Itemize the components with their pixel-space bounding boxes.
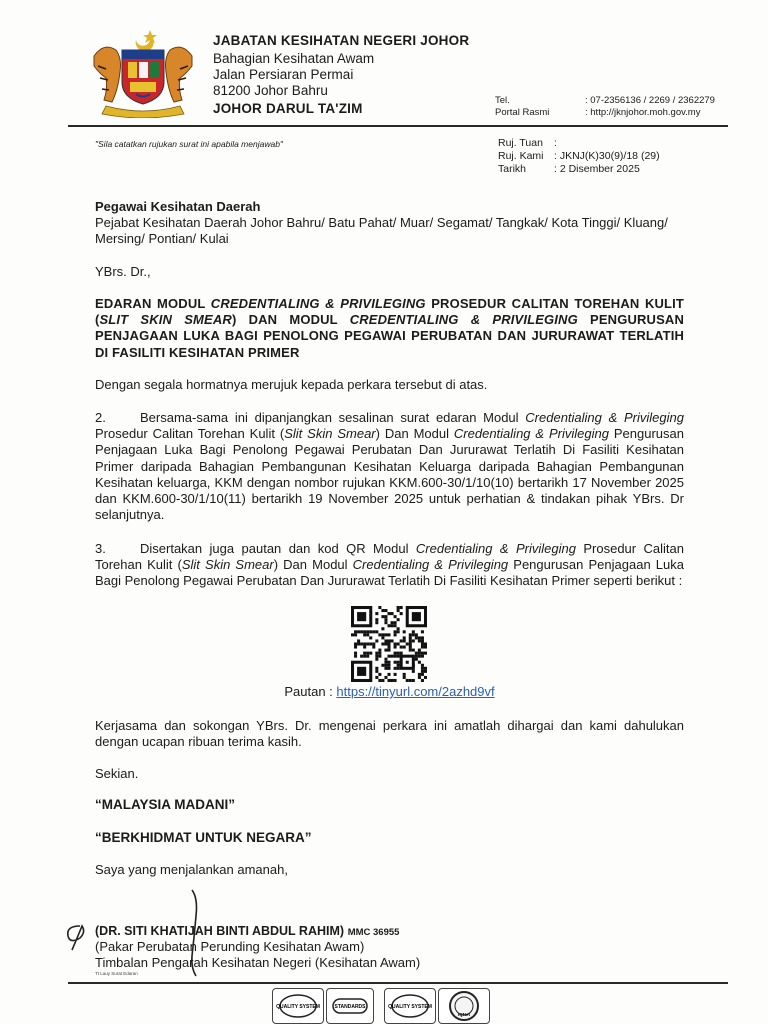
- ruj-kami-row: [498, 150, 660, 164]
- paragraph-italic: Credentialing & Privileging: [415, 541, 576, 556]
- module-link[interactable]: https://tinyurl.com/2azhd9vf: [336, 684, 495, 699]
- paragraph-text: ) Dan Modul: [375, 426, 454, 442]
- quality-system-logo-2-icon: [384, 988, 436, 1024]
- signatory-mmc: MMC 36955: [347, 927, 400, 938]
- logo-text: IQNet: [457, 1012, 471, 1017]
- signatory-footnote: Tt Lauy Surat Edaran: [95, 971, 138, 976]
- state-name: JOHOR DARUL TA'ZIM: [213, 101, 363, 116]
- salutation: YBrs. Dr.,: [95, 264, 151, 279]
- org-name: JABATAN KESIHATAN NEGERI JOHOR: [213, 33, 470, 48]
- street-address: Jalan Persiaran Permai: [213, 67, 354, 82]
- paragraph-text: Pengurusan Penjagaan Luka Bagi Penolong Pegawai Perubatan Dan Jururawat Terlatih Di Fasiliti Kesihatan Primer daripada Bahagian Pembangunan Kesihatan Keluarga daripada Bahagian Pembangunan Kesihatan keluarga, KKM dengan nombor rujukan KKM.600-30/1/10(10) bertarikh 17 November 2025 dan KKM.600-30/1/10(11) bertarikh 19 November 2025 untuk perhatian & tindakan pihak YBrs. Dr selanjutnya.: [95, 426, 684, 523]
- ruj-kami-value: : JKNJ(K)30(9)/18 (29): [554, 150, 660, 162]
- paragraph-italic: Slit Skin Smear: [181, 557, 274, 573]
- paragraph-italic: Credentialing & Privileging: [525, 410, 684, 425]
- telephone-label: Tel.: [495, 95, 510, 106]
- subject-italic: SLIT SKIN SMEAR: [99, 312, 232, 328]
- addressee-title: Pegawai Kesihatan Daerah: [95, 199, 261, 214]
- quality-system-logo-icon: [272, 988, 324, 1024]
- ruj-tuan-value: :: [554, 137, 557, 149]
- addressee-offices: Pejabat Kesihatan Daerah Johor Bahru/ Batu Pahat/ Muar/ Segamat/ Tangkak/ Kota Tinggi/ Kluang/ Mersing/ Pontian/ Kulai: [95, 215, 668, 247]
- division: Bahagian Kesihatan Awam: [213, 51, 375, 66]
- thanks-paragraph: Kerjasama dan sokongan YBrs. Dr. mengenai perkara ini amatlah dihargai dan kami dahulukan dengan ucapan ribuan terima kasih.: [95, 718, 684, 750]
- subject-heading: [95, 296, 684, 361]
- trust-line: Saya yang menjalankan amanah,: [95, 862, 288, 877]
- paragraph-text: Pengurusan Penjagaan Luka Bagi Penolong Pegawai Perubatan Dan Jururawat Terlatih Di Fasiliti Kesihatan Primer seperti berikut :: [95, 557, 684, 589]
- tarikh-label: Tarikh: [498, 163, 527, 175]
- portal-value[interactable]: : http://jknjohor.moh.gov.my: [585, 107, 701, 118]
- header-divider: [68, 125, 728, 127]
- paragraph-number: 2.: [95, 410, 106, 425]
- paragraph-italic: Slit Skin Smear: [284, 426, 376, 442]
- subject-italic: CREDENTIALING & PRIVILEGING: [210, 296, 426, 311]
- motto-malaysia-madani: “MALAYSIA MADANI”: [95, 797, 236, 812]
- malaysia-coat-of-arms-icon: [84, 26, 202, 118]
- telephone-row: [495, 95, 715, 107]
- signatory-position-2: Timbalan Pengarah Kesihatan Negeri (Kesihatan Awam): [95, 955, 421, 970]
- paragraph-text: Prosedur Calitan Torehan Kulit (: [95, 541, 684, 573]
- subject-part: EDARAN MODUL: [95, 296, 211, 311]
- subject-part: ) DAN MODUL: [231, 312, 350, 328]
- paragraph-italic: Credentialing & Privileging: [352, 557, 509, 573]
- ruj-tuan-row: [498, 137, 557, 151]
- logo-text: STANDARDS: [334, 1004, 366, 1010]
- portal-row: [495, 107, 700, 119]
- ruj-tuan-label: Ruj. Tuan: [498, 137, 543, 149]
- footer-divider: [68, 982, 728, 984]
- portal-label: Portal Rasmi: [495, 107, 550, 118]
- paragraph-number: 3.: [95, 541, 106, 556]
- paragraph-3: [95, 541, 684, 590]
- standards-logo-icon: [326, 988, 374, 1024]
- subject-italic: CREDENTIALING & PRIVILEGING: [349, 312, 578, 328]
- signatory-position-1: (Pakar Perubatan Perunding Kesihatan Awam): [95, 939, 365, 954]
- paragraph-2: [95, 410, 684, 523]
- motto-berkhidmat: “BERKHIDMAT UNTUK NEGARA”: [95, 830, 312, 845]
- paragraph-text: Disertakan juga pautan dan kod QR Modul: [140, 541, 416, 556]
- link-row: [95, 684, 684, 700]
- logo-text: QUALITY SYSTEM: [388, 1004, 432, 1010]
- qr-code-icon[interactable]: [351, 606, 427, 682]
- telephone-value: : 07-2356136 / 2269 / 2362279: [585, 95, 715, 106]
- subject-part: PROSEDUR CALITAN TOREHAN KULIT (: [95, 296, 684, 328]
- paragraph-text: Bersama-sama ini dipanjangkan sesalinan surat edaran Modul: [140, 410, 526, 425]
- closing-word: Sekian.: [95, 766, 139, 781]
- iqnet-logo-icon: [438, 988, 490, 1024]
- ruj-kami-label: Ruj. Kami: [498, 150, 544, 162]
- logo-text: QUALITY SYSTEM: [276, 1004, 320, 1010]
- signatory-name: (DR. SITI KHATIJAH BINTI ABDUL RAHIM): [95, 924, 345, 938]
- intro-paragraph: Dengan segala hormatnya merujuk kepada perkara tersebut di atas.: [95, 377, 488, 392]
- paragraph-italic: Credentialing & Privileging: [453, 426, 609, 442]
- tarikh-value: : 2 Disember 2025: [554, 163, 640, 175]
- subject-part: PENGURUSAN PENJAGAAN LUKA BAGI PENOLONG PEGAWAI PERUBATAN DAN JURURAWAT TERLATIH DI FASILITI KESIHATAN PRIMER: [95, 312, 684, 360]
- reference-note: "Sila catatkan rujukan surat ini apabila menjawab": [95, 139, 283, 149]
- paragraph-text: ) Dan Modul: [273, 557, 353, 573]
- paragraph-text: Prosedur Calitan Torehan Kulit (: [95, 426, 285, 442]
- tarikh-row: [498, 163, 640, 177]
- link-label: Pautan :: [284, 684, 337, 699]
- postcode-city: 81200 Johor Bahru: [213, 83, 328, 98]
